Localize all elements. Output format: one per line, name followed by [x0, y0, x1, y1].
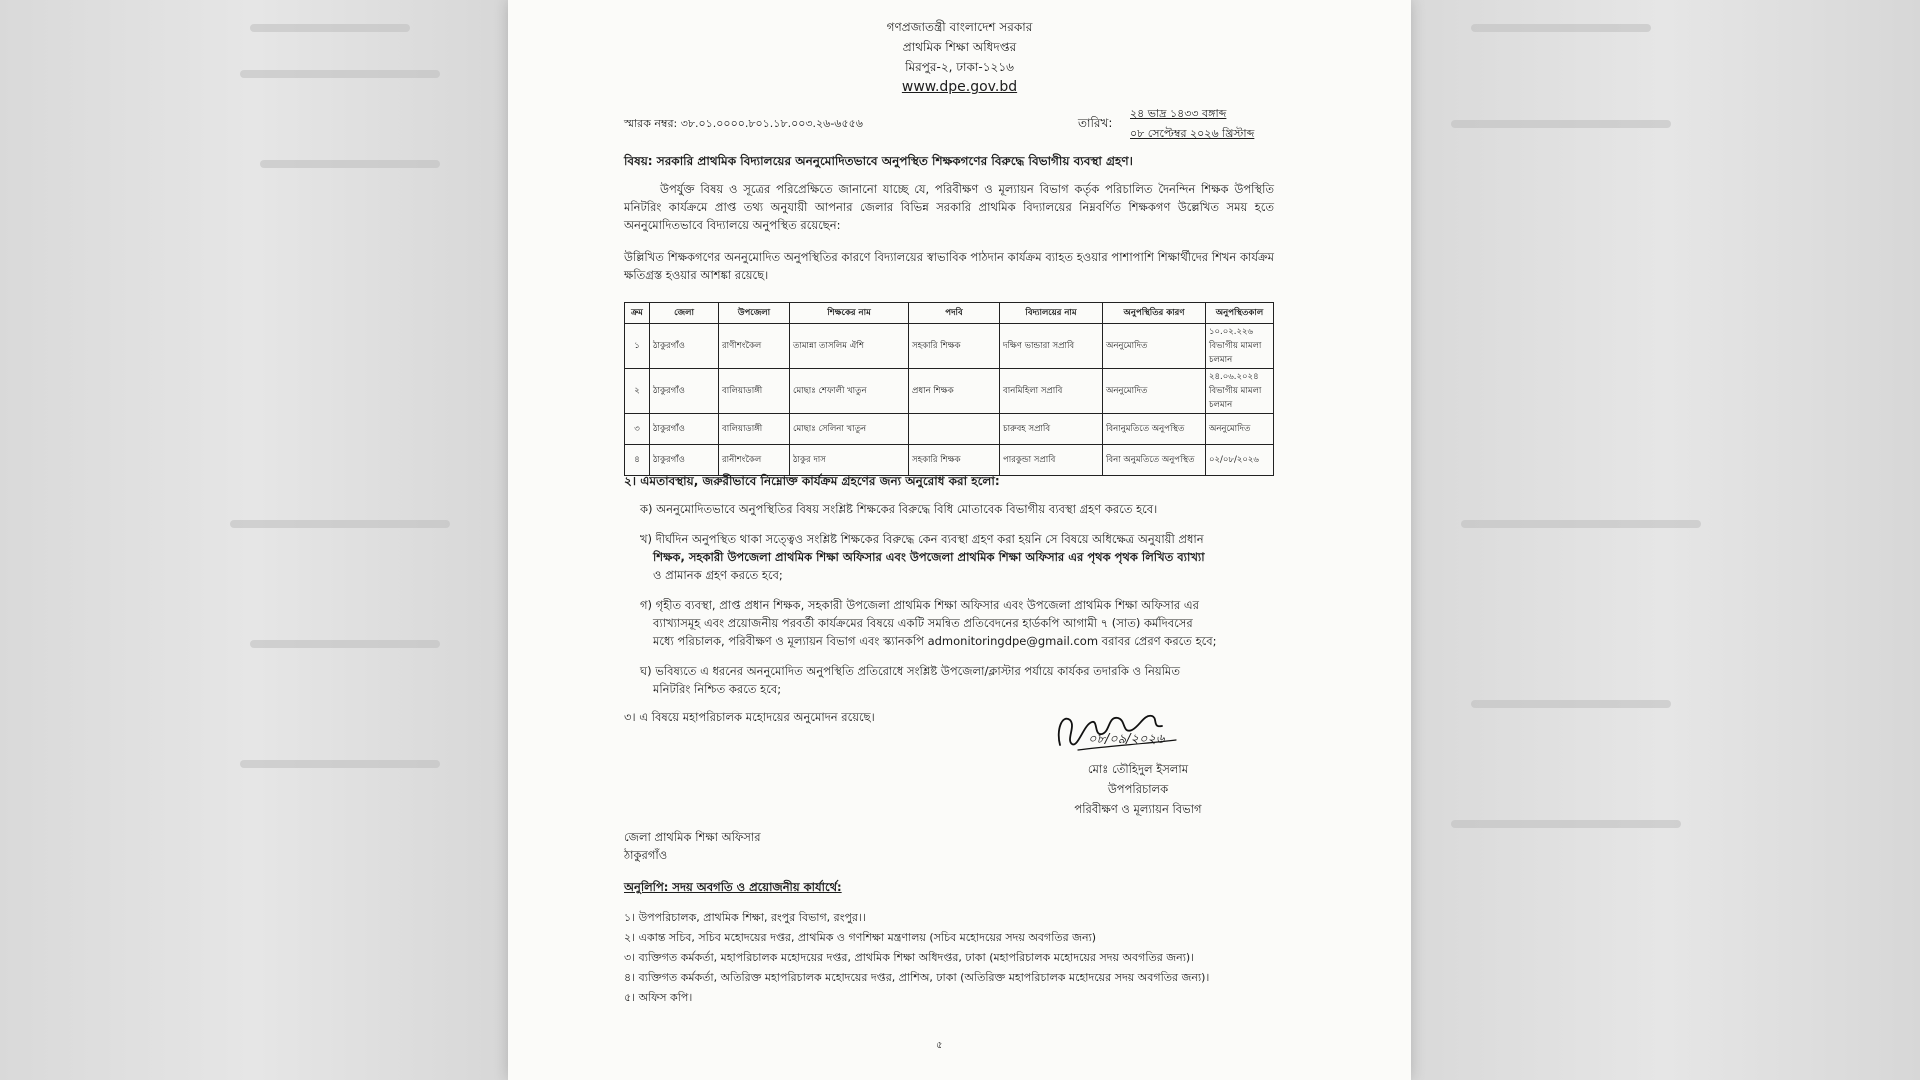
- table-header-cell: জেলা: [650, 303, 719, 324]
- table-cell: বিনা অনুমতিতে অনুপস্থিত: [1103, 445, 1206, 476]
- date-english: ০৮ সেপ্টেম্বর ২০২৬ খ্রিস্টাব্দ: [1130, 127, 1255, 140]
- table-cell: চারুবহ সপ্রাবি: [1000, 414, 1103, 445]
- table-header-cell: উপজেলা: [719, 303, 790, 324]
- table-cell: ২৪.০৬.২০২৪ বিভাগীয় মামলা চলমান: [1206, 369, 1274, 414]
- copy-item: ৫। অফিস কপি।: [624, 991, 693, 1004]
- background-blur-left: [0, 0, 508, 1080]
- table-cell: বালিয়াডাঙ্গী: [719, 369, 790, 414]
- copy-item: ৩। ব্যক্তিগত কর্মকর্তা, মহাপরিচালক মহোদয়ের দপ্তর, প্রাথমিক শিক্ষা অধিদপ্তর, ঢাকা (মহাপরিচালক মহোদয়ের সদয় অবগতির জন্য)।: [624, 951, 1195, 964]
- background-blur-right: [1411, 0, 1920, 1080]
- table-header-cell: শিক্ষকের নাম: [790, 303, 909, 324]
- table-cell: ০২/০৮/২০২৬: [1206, 445, 1274, 476]
- table-cell: বিনানুমতিতে অনুপস্থিত: [1103, 414, 1206, 445]
- item-ga-line2: ব্যাখ্যাসমূহ এবং প্রয়োজনীয় পরবর্তী কার্যক্রমের বিষয়ে একটি সমন্বিত প্রতিবেদনের হার্ডকপি আগামী ৭ (সাত) কর্মদিবসের: [653, 616, 1193, 630]
- table-cell: বালিয়াডাঙ্গী: [719, 414, 790, 445]
- table-cell: ঠাকুরগাঁও: [650, 369, 719, 414]
- table-cell: ১: [625, 324, 650, 369]
- table-row: [625, 369, 1274, 414]
- item-kha-line2: শিক্ষক, সহকারী উপজেলা প্রাথমিক শিক্ষা অফিসার এবং উপজেলা প্রাথমিক শিক্ষা অফিসার এর পৃথক পৃথক লিখিত ব্যাখ্যা: [653, 550, 1205, 564]
- document-page: [508, 0, 1411, 1080]
- table-cell: দক্ষিণ ভান্ডারা সপ্রাবি: [1000, 324, 1103, 369]
- item-gha-line1: ঘ) ভবিষ্যতে এ ধরনের অননুমোদিত অনুপস্থিতি প্রতিরোধে সংশ্লিষ্ট উপজেলা/ক্লাস্টার পর্যায়ে কার্যকর তদারকি ও নিয়মিত: [640, 664, 1180, 678]
- page-number: ৫: [936, 1040, 943, 1051]
- item-kha-line3: ও প্রামানক গ্রহণ করতে হবে;: [653, 568, 783, 582]
- table-cell: [909, 414, 1000, 445]
- table-cell: তামান্না তাসলিম ঐশি: [790, 324, 909, 369]
- copy-item: ১। উপপরিচালক, প্রাথমিক শিক্ষা, রংপুর বিভাগ, রংপুর।।: [624, 911, 866, 924]
- header-address: মিরপুর-২, ঢাকা-১২১৬: [905, 60, 1014, 74]
- table-header-cell: ক্রম: [625, 303, 650, 324]
- table-row: [625, 445, 1274, 476]
- table-cell: ৪: [625, 445, 650, 476]
- signature-date: ০৮/০৯/২০২৬: [1088, 732, 1165, 747]
- copy-item: ২। একান্ত সচিব, সচিব মহোদয়ের দপ্তর, প্রাথমিক ও গণশিক্ষা মন্ত্রণালয় (সচিব মহোদয়ের সদয় অবগতির জন্য): [624, 931, 1097, 944]
- signatory-department: পরিবীক্ষণ ও মূল্যায়ন বিভাগ: [1074, 802, 1202, 816]
- signature-mark: [1048, 700, 1198, 762]
- table-header-cell: অনুপস্থিতকাল: [1206, 303, 1274, 324]
- table-cell: মোছাঃ সেলিনা খাতুন: [790, 414, 909, 445]
- section-3-approval: ৩। এ বিষয়ে মহাপরিচালক মহোদয়ের অনুমোদন রয়েছে।: [624, 710, 875, 724]
- table-cell: ঠাকুরগাঁও: [650, 445, 719, 476]
- table-cell: অননুমোদিত: [1206, 414, 1274, 445]
- item-ga-line1: গ) গৃহীত ব্যবস্থা, প্রাপ্ত প্রধান শিক্ষক, সহকারী উপজেলা প্রাথমিক শিক্ষা অফিসার এবং উপজেলা প্রাথমিক শিক্ষা অফিসার এর: [640, 598, 1199, 612]
- paragraph-impact: উল্লিখিত শিক্ষকগণের অননুমোদিত অনুপস্থিতির কারণে বিদ্যালয়ের স্বাভাবিক পাঠদান কার্যক্রম ব্যাহত হওয়ার পাশাপাশি শিক্ষার্থীদের শিখন কার্যক্রম ক্ষতিগ্রস্ত হওয়ার আশঙ্কা রয়েছে।: [624, 250, 1274, 282]
- header-directorate: প্রাথমিক শিক্ষা অধিদপ্তর: [902, 40, 1017, 54]
- recipient-place: ঠাকুরগাঁও: [624, 848, 668, 862]
- header-website-link[interactable]: www.dpe.gov.bd: [901, 79, 1018, 95]
- table-cell: পারকুন্ডা সপ্রাবি: [1000, 445, 1103, 476]
- item-gha-line2: মনিটরিং নিশ্চিত করতে হবে;: [653, 682, 782, 696]
- subject-line: বিষয়: সরকারি প্রাথমিক বিদ্যালয়ের অননুমোদিতভাবে অনুপস্থিত শিক্ষকগণের বিরুদ্ধে বিভাগীয় ব্যবস্থা গ্রহণ।: [624, 154, 1133, 168]
- absent-teachers-table: [624, 302, 1274, 476]
- header-govt: গণপ্রজাতন্ত্রী বাংলাদেশ সরকার: [886, 20, 1033, 34]
- table-cell: ঠাকুর দাস: [790, 445, 909, 476]
- table-header-cell: বিদ্যালয়ের নাম: [1000, 303, 1103, 324]
- table-header-row: [625, 303, 1274, 324]
- item-ga-line3: মধ্যে পরিচালক, পরিবীক্ষণ ও মূল্যায়ন বিভাগ এবং স্ক্যানকপি admonitoringdpe@gmail.com বরাবর প্রেরণ করতে হবে;: [653, 634, 1217, 648]
- signatory-designation: উপপরিচালক: [1107, 782, 1169, 796]
- table-cell: ঠাকুরগাঁও: [650, 414, 719, 445]
- table-cell: মোছাঃ শেফালী খাতুন: [790, 369, 909, 414]
- table-cell: প্রধান শিক্ষক: [909, 369, 1000, 414]
- table-header-cell: পদবি: [909, 303, 1000, 324]
- table-cell: ১০.০২.২২৬ বিভাগীয় মামলা চলমান: [1206, 324, 1274, 369]
- item-ka: ক) অননুমোদিতভাবে অনুপস্থিতির বিষয় সংশ্লিষ্ট শিক্ষকের বিরুদ্ধে বিধি মোতাবেক বিভাগীয় ব্যবস্থা গ্রহণ করতে হবে।: [640, 502, 1158, 516]
- item-kha-line1: খ) দীর্ঘদিন অনুপস্থিত থাকা সত্ত্বেও সংশ্লিষ্ট শিক্ষকের বিরুদ্ধে কেন ব্যবস্থা গ্রহণ করা হয়নি সে বিষয়ে অধিক্ষেত্র অনুযায়ী প্রধান: [640, 532, 1204, 546]
- memo-reference: স্মারক নম্বর: ৩৮.০১.০০০০.৮০১.১৮.০০৩.২৬-৬৫৫৬: [624, 117, 863, 130]
- table-cell: রাণীশংকৈল: [719, 324, 790, 369]
- table-header-cell: অনুপস্থিতির কারণ: [1103, 303, 1206, 324]
- table-cell: সহকারি শিক্ষক: [909, 445, 1000, 476]
- table-cell: ৩: [625, 414, 650, 445]
- table-cell: বানমিহিলা সপ্রাবি: [1000, 369, 1103, 414]
- table-cell: সহকারি শিক্ষক: [909, 324, 1000, 369]
- table-row: [625, 414, 1274, 445]
- table-cell: ঠাকুরগাঁও: [650, 324, 719, 369]
- paragraph-intro: উপর্যুক্ত বিষয় ও সূত্রের পরিপ্রেক্ষিতে জানানো যাচ্ছে যে, পরিবীক্ষণ ও মূল্যায়ন বিভাগ কর্তৃক পরিচালিত দৈনন্দিন শিক্ষক উপস্থিতি মনিটরিং কার্যক্রমে প্রাপ্ত তথ্য অনুযায়ী আপনার জেলার বিভিন্ন সরকারি প্রাথমিক বিদ্যালয়ের নিম্নবর্ণিত শিক্ষকগণ উল্লেখিত সময় হতে অননুমোদিতভাবে বিদ্যালয়ে অনুপস্থিত রয়েছেন:: [624, 182, 1274, 232]
- copy-heading: অনুলিপি: সদয় অবগতি ও প্রয়োজনীয় কার্যার্থে:: [624, 880, 842, 894]
- copy-item: ৪। ব্যক্তিগত কর্মকর্তা, অতিরিক্ত মহাপরিচালক মহোদয়ের দপ্তর, প্রাশিঅ, ঢাকা (অতিরিক্ত মহাপরিচালক মহোদয়ের সদয় অবগতির জন্য)।: [624, 971, 1210, 984]
- date-bangla: ২৪ ভাদ্র ১৪৩৩ বঙ্গাব্দ: [1130, 107, 1227, 120]
- section-2-title: ২। এমতাবস্থায়, জরুরীভাবে নিম্নোক্ত কার্যক্রম গ্রহণের জন্য অনুরোধ করা হলো:: [624, 474, 1000, 488]
- signatory-name: মোঃ তৌহিদুল ইসলাম: [1087, 762, 1189, 776]
- table-cell: ২: [625, 369, 650, 414]
- table-cell: অননুমোদিত: [1103, 324, 1206, 369]
- table-cell: রানীশংকৈল: [719, 445, 790, 476]
- recipient-title: জেলা প্রাথমিক শিক্ষা অফিসার: [624, 830, 761, 844]
- table-cell: অননুমোদিত: [1103, 369, 1206, 414]
- date-label: তারিখ:: [1078, 116, 1113, 130]
- table-row: [625, 324, 1274, 369]
